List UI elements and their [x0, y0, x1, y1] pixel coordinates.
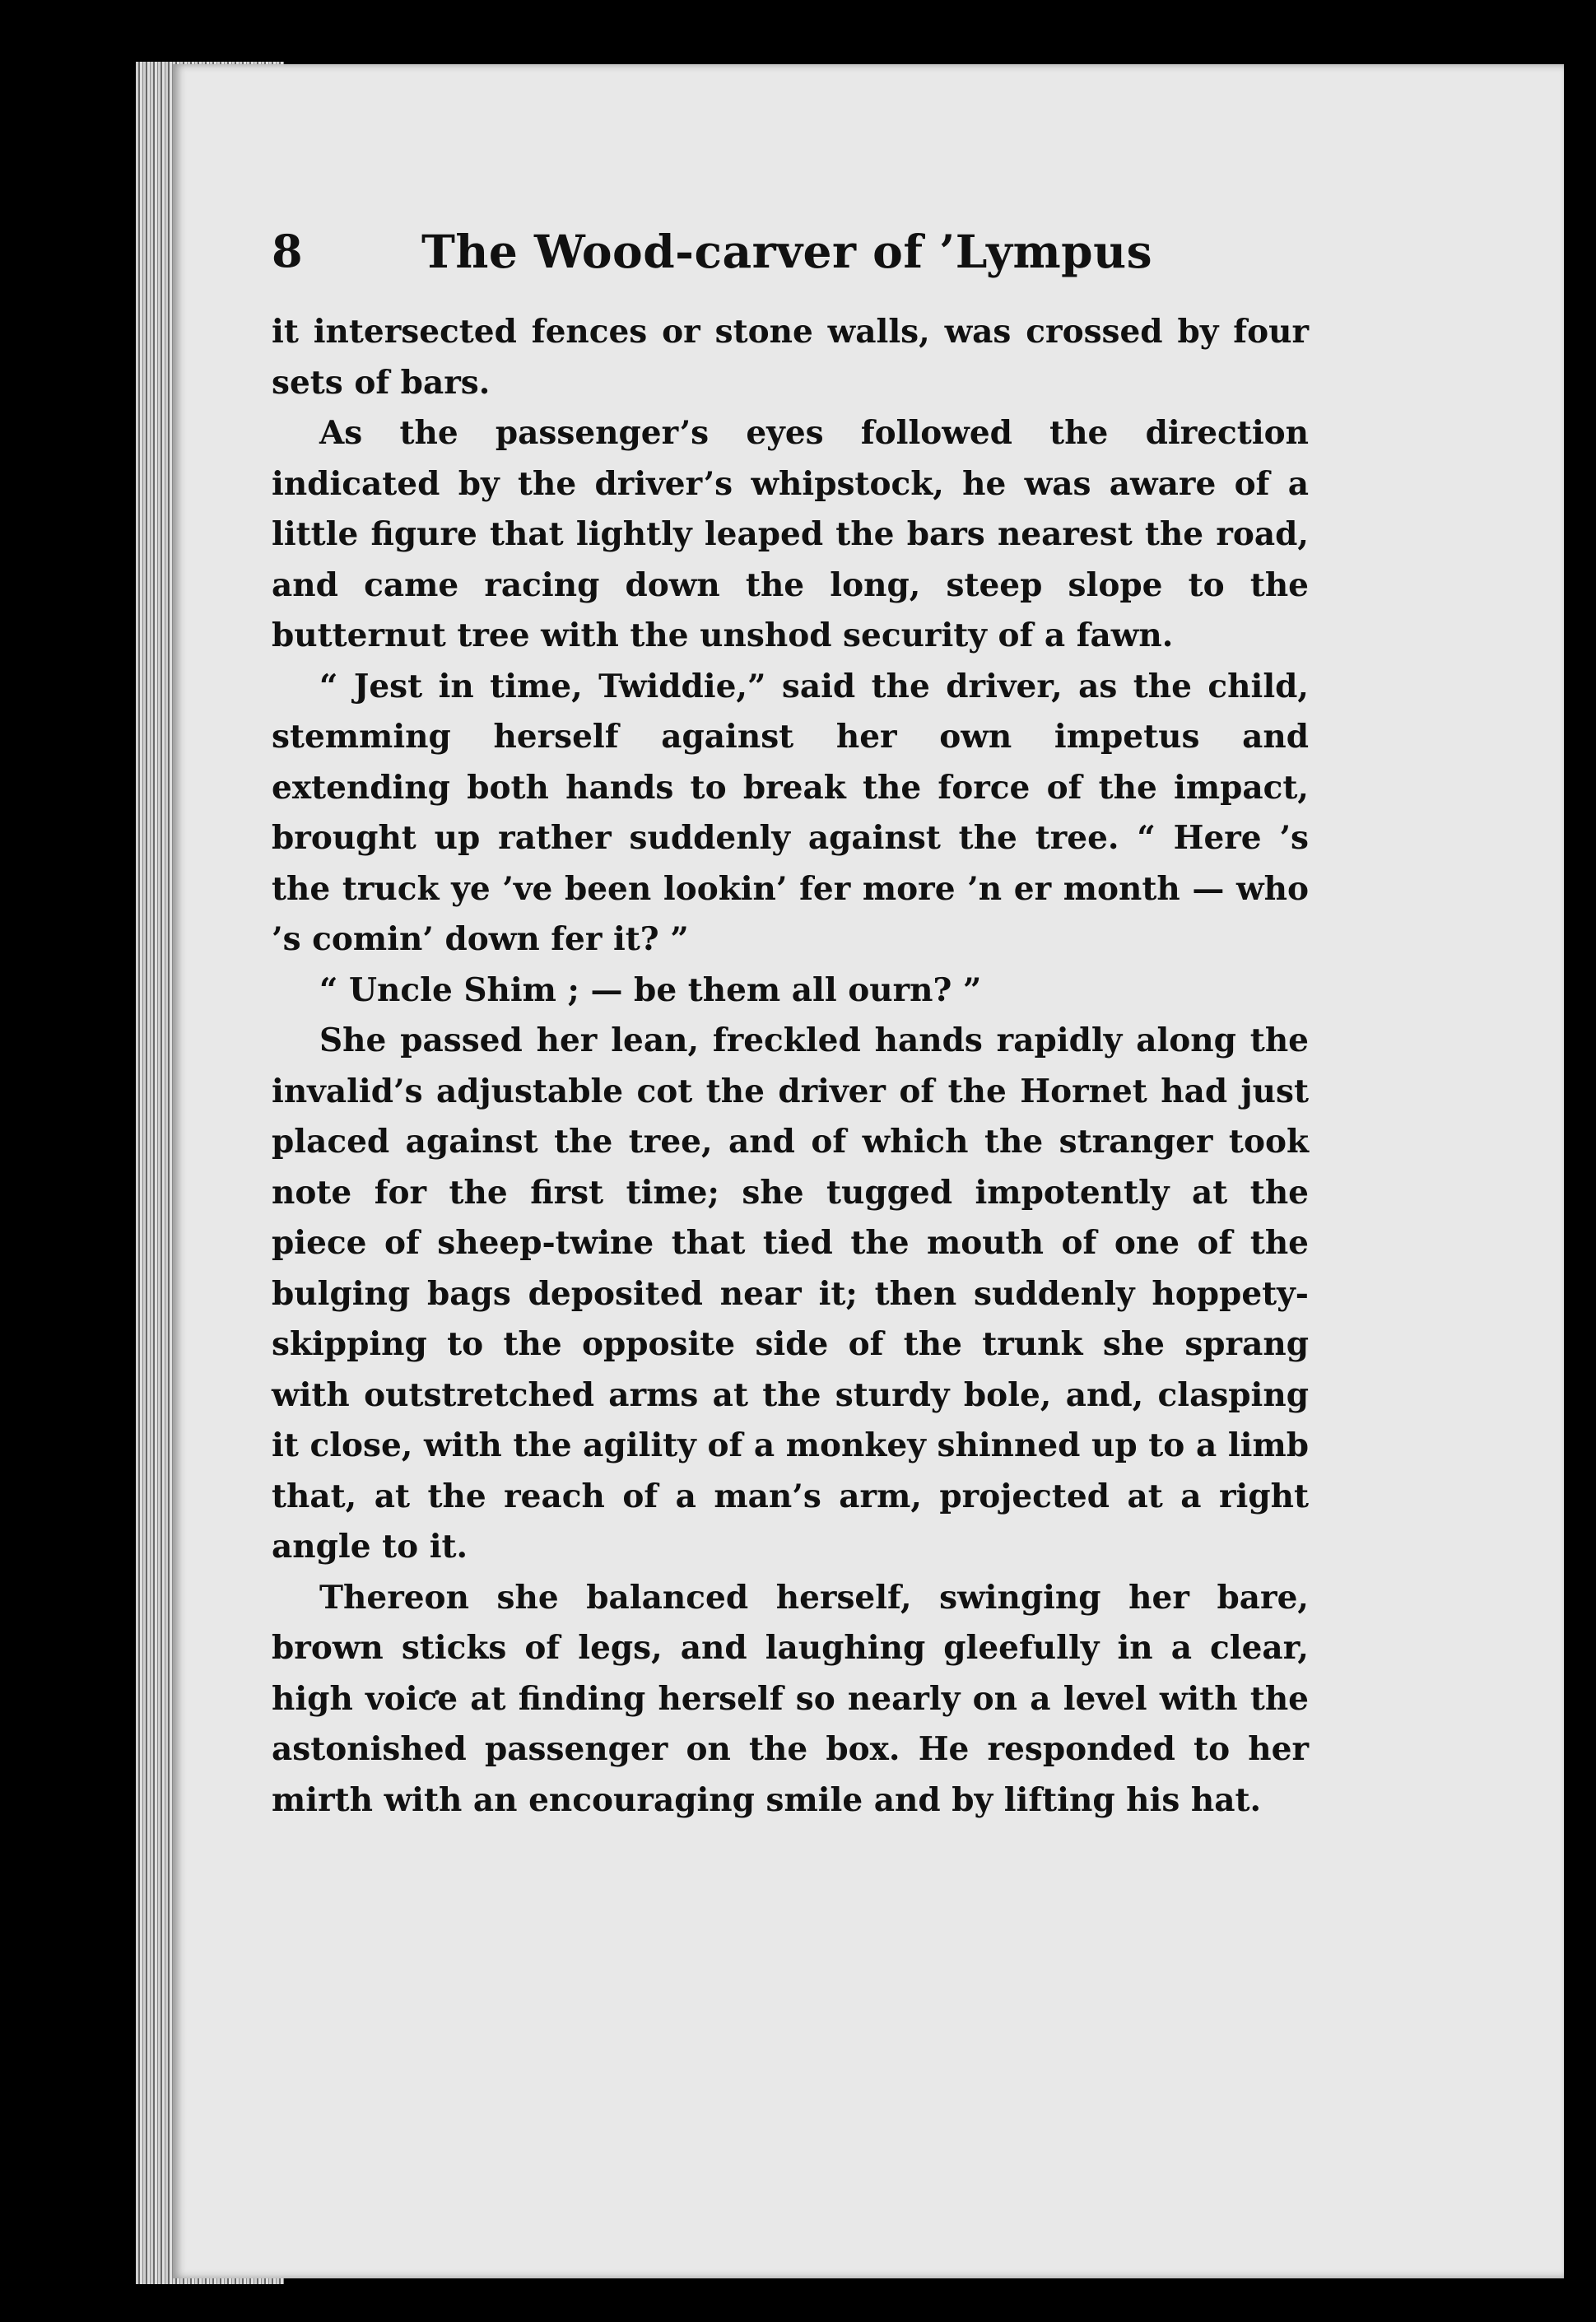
- page-number: 8: [272, 225, 303, 277]
- paragraph-6: Thereon she balanced herself, swinging her bare, brown sticks of legs, and laughing gleefully in a clear, high voice at finding herself so nearly on a level with the astonished passenger on the box. He responded to her mirth with an encouraging smile and by lifting his hat.: [272, 1578, 1309, 1819]
- body-text: [272, 307, 1309, 1826]
- book-page: [173, 64, 1564, 2278]
- running-header: [272, 225, 1309, 291]
- paragraph-5: She passed her lean, freckled hands rapidly along the invalid’s adjustable cot the driver of the Hornet had just placed against the tree, and of which the stranger took note for the first time; she tugged impotently at the piece of sheep-twine that tied the mouth of one of the bulging bags deposited near it; then suddenly hoppety-skipping to the opposite side of the trunk she sprang with outstretched arms at the sturdy bole, and, clasping it close, with the agility of a monkey shinned up to a limb that, at the reach of a man’s arm, projected at a right angle to it.: [272, 1021, 1309, 1566]
- paragraph-1: it intersected fences or stone walls, was crossed by four sets of bars.: [272, 313, 1309, 402]
- page-content: [272, 225, 1309, 1826]
- paragraph-3: “ Jest in time, Twiddie,” said the driver, as the child, stemming herself against her own impetus and extending both hands to break the force of the impact, brought up rather suddenly against the tree. “ Here ’s the truck ye ’ve been lookin’ fer more ’n er month — who ’s comin’ down fer it? ”: [272, 667, 1309, 958]
- paragraph-2: As the passenger’s eyes followed the direction indicated by the driver’s whipstock, he was aware of a little figure that lightly leaped the bars nearest the road, and came racing down the long, steep slope to the butternut tree with the unshod security of a fawn.: [272, 414, 1309, 654]
- paragraph-4: “ Uncle Shim ; — be them all ourn? ”: [319, 970, 982, 1009]
- running-title: The Wood-carver of ’Lympus: [421, 225, 1153, 278]
